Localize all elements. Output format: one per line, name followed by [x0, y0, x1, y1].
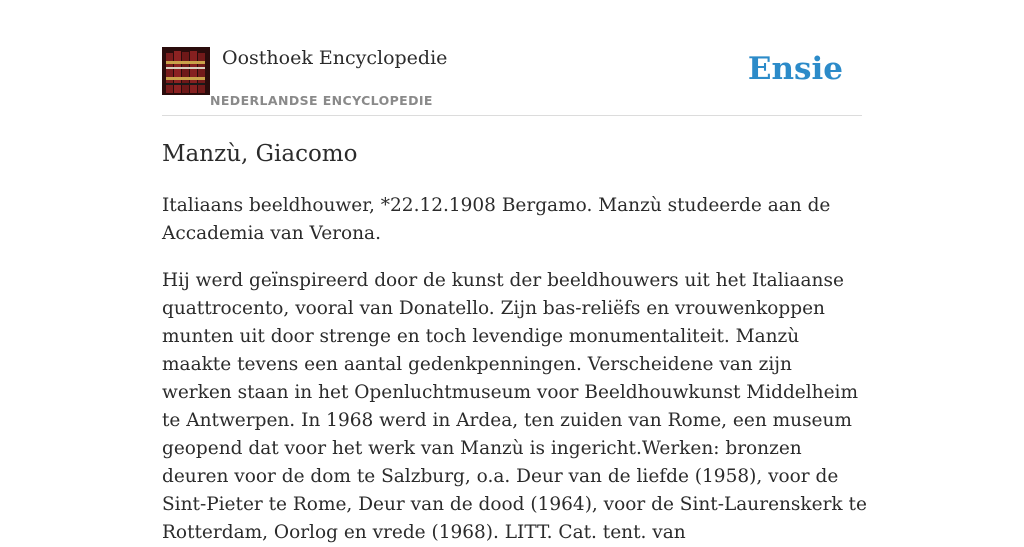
article-paragraph: Hij werd geïnspireerd door de kunst der beeldhouwers uit het Italiaanse quattrocento, vooral van Donatello. Zijn bas-reliëfs en vrouwenkoppen munten uit door strenge en toch levendige monumentaliteit. Manzù maakte tevens een aantal gedenkpenningen. Verscheidene van zijn werken staan in het Openluchtmuseum voor Beeldhouwkunst Middelheim te Antwerpen. In 1968 werd in Ardea, ten zuiden van Rome, een museum geopend dat voor het werk van Manzù is ingericht.Werken: bronzen deuren voor de dom te Salzburg, o.a. Deur van de liefde (1958), voor de Sint-Pieter te Rome, Deur van de dood (1964), voor de Sint-Laurenskerk te Rotterdam, Oorlog en vrede (1968). LITT. Cat. tent. van [162, 270, 867, 543]
source-title[interactable]: Oosthoek Encyclopedie [222, 47, 448, 69]
content-container [162, 0, 867, 543]
article-title: Manzù, Giacomo [162, 141, 358, 167]
encyclopedia-books-icon[interactable] [162, 47, 210, 95]
header [162, 0, 862, 116]
source-subtitle: NEDERLANDSE ENCYCLOPEDIE [210, 93, 433, 108]
brand-logo[interactable]: Ensie [747, 51, 843, 87]
article-paragraph: Italiaans beeldhouwer, *22.12.1908 Bergamo. Manzù studeerde aan de Accademia van Verona. [162, 195, 831, 244]
